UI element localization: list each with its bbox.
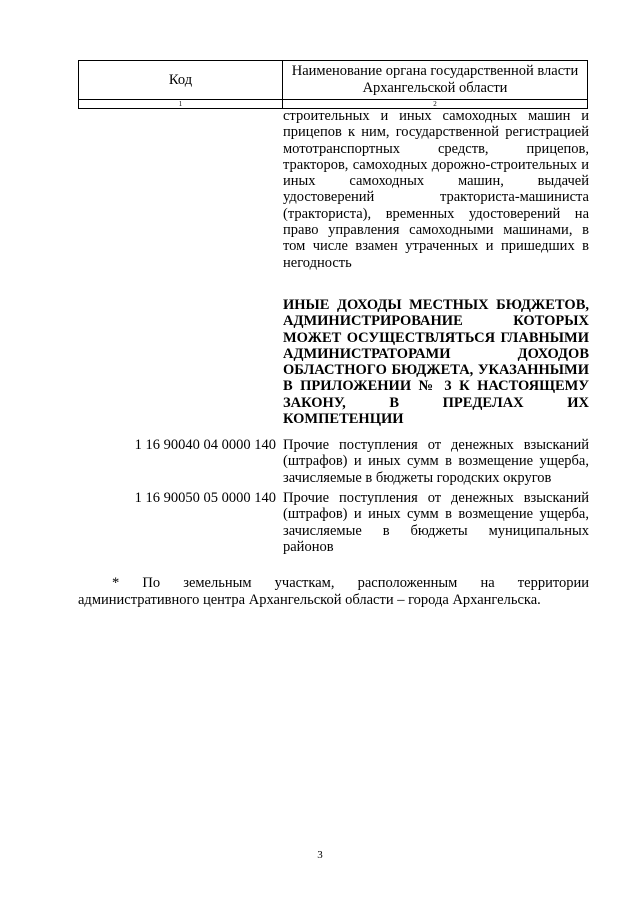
footnote bbox=[78, 575, 589, 608]
column-header-name: Наименование органа государственной власти Архангельской области bbox=[283, 61, 588, 100]
column-number-2: 2 bbox=[283, 100, 588, 109]
row-code: 1 16 90050 05 0000 140 bbox=[134, 490, 276, 506]
section-heading: ИНЫЕ ДОХОДЫ МЕСТНЫХ БЮДЖЕТОВ, АДМИНИСТРИРОВАНИЕ КОТОРЫХ МОЖЕТ ОСУЩЕСТВЛЯТЬСЯ ГЛАВНЫМИ АДМИНИСТРАТОРАМИ ДОХОДОВ ОБЛАСТНОГО БЮДЖЕТА, УКАЗАННЫМИ В ПРИЛОЖЕНИИ № 3 К НАСТОЯЩЕМУ ЗАКОНУ, В ПРЕДЕЛАХ ИХ КОМПЕТЕНЦИИ bbox=[283, 297, 589, 428]
continuation-text: строительных и иных самоходных машин и прицепов к ним, государственной регистрацией мототранспортных средств, прицепов, тракторов, самоходных дорожно-строительных и иных самоходных машин, выдачей удостоверений тракториста-машиниста (тракториста), временных удостоверений на право управления самоходными машинами, в том числе взамен утраченных и пришедших в негодность bbox=[283, 108, 589, 271]
footnote-line-1: * По земельным участкам, расположенным на территории bbox=[112, 575, 589, 591]
column-header-code: Код bbox=[79, 61, 283, 100]
page-number: 3 bbox=[317, 849, 323, 861]
row-code: 1 16 90040 04 0000 140 bbox=[134, 437, 276, 453]
column-number-1: 1 bbox=[79, 100, 283, 109]
row-name: Прочие поступления от денежных взысканий (штрафов) и иных сумм в возмещение ущерба, зачисляемые в бюджеты городских округов bbox=[283, 437, 589, 486]
header-table bbox=[78, 60, 588, 109]
footnote-line-2: административного центра Архангельской области – города Архангельска. bbox=[78, 591, 541, 608]
row-name: Прочие поступления от денежных взысканий (штрафов) и иных сумм в возмещение ущерба, зачисляемые в бюджеты муниципальных районов bbox=[283, 490, 589, 555]
